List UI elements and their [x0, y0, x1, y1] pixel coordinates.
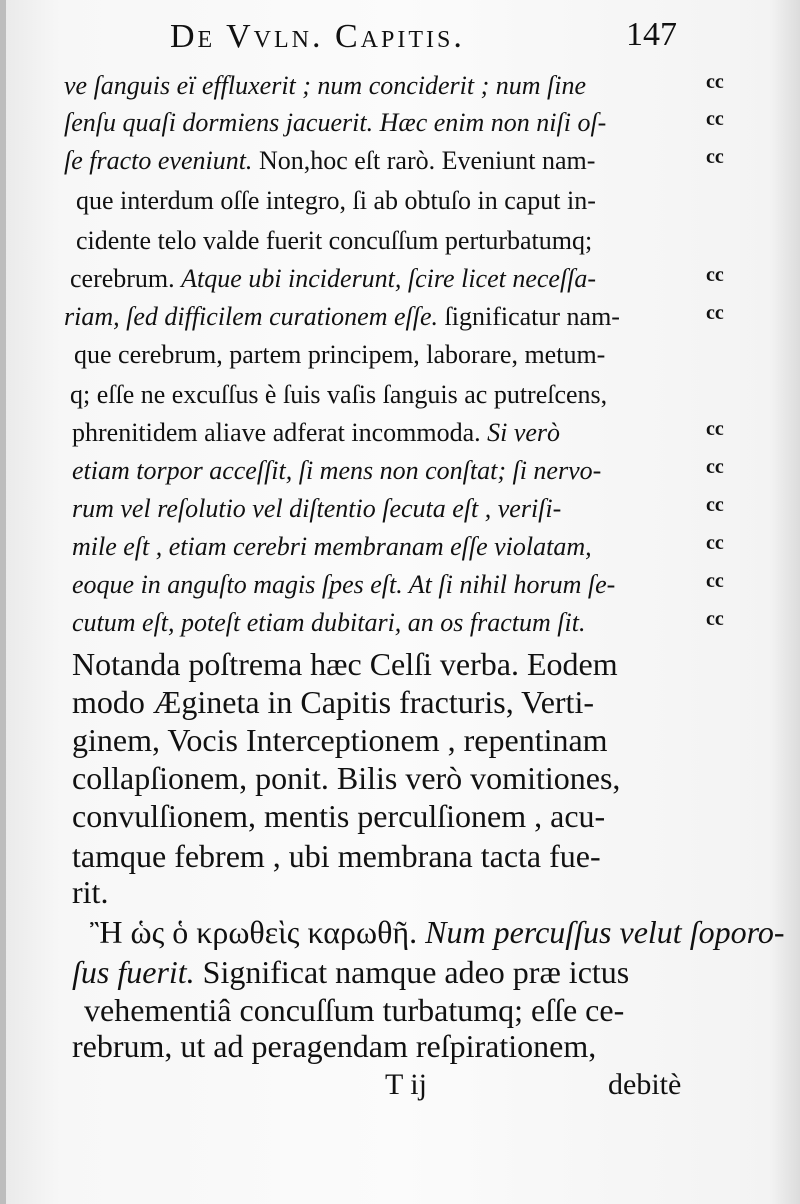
margin-quote-mark: cc [706, 418, 724, 440]
text-line [64, 73, 700, 99]
text-line [72, 496, 700, 522]
text-line [70, 382, 700, 408]
text-line [72, 956, 700, 988]
text-line [84, 994, 700, 1026]
roman-text: cerebrum. [70, 264, 182, 293]
signature-mark: T ij [385, 1068, 427, 1101]
text-line [74, 342, 700, 368]
text-line [72, 840, 700, 872]
text-line [72, 762, 700, 794]
roman-text: vehementiâ concuſſum turbatumq; eſſe ce- [84, 992, 625, 1028]
text-line [72, 686, 700, 718]
margin-quote-mark: cc [706, 532, 724, 554]
text-line [72, 572, 700, 598]
roman-text: ſignificatur nam- [444, 302, 620, 331]
italic-text: etiam torpor acceſſit, ſi mens non conſtat; ſi nervo- [72, 456, 602, 485]
margin-quote-mark: cc [706, 570, 724, 592]
margin-quote-mark: cc [706, 108, 724, 130]
roman-text: Notanda poſtrema hæc Celſi verba. Eodem [72, 646, 618, 682]
italic-text: ſenſu quaſi dormiens jacuerit. Hæc enim non niſi oſ- [64, 108, 607, 137]
text-line [76, 188, 700, 214]
italic-text: rum vel reſolutio vel diſtentio ſecuta eſt , veriſi- [72, 494, 562, 523]
margin-quote-mark: cc [706, 608, 724, 630]
roman-text: ginem, Vocis Interceptionem , repentinam [72, 722, 608, 758]
text-line [76, 228, 700, 254]
text-line [90, 914, 785, 950]
text-line [72, 610, 700, 636]
text-line [64, 148, 700, 174]
margin-quote-mark: cc [706, 302, 724, 324]
margin-quote-mark: cc [706, 146, 724, 168]
italic-text: ſe fracto eveniunt. [64, 146, 259, 175]
italic-text: ve ſanguis eï effluxerit ; num conciderit ; num ſine [64, 71, 587, 100]
text-line [72, 648, 700, 680]
roman-text: tamque febrem , ubi membrana tacta fue- [72, 838, 601, 874]
text-line [72, 420, 700, 446]
roman-text: Significat namque adeo præ ictus [202, 954, 630, 990]
italic-text: riam, ſed difficilem curationem eſſe. [64, 302, 445, 331]
roman-text: rit. [72, 874, 109, 910]
roman-text: phrenitidem aliave adferat incommoda. [72, 418, 488, 447]
text-line [72, 724, 700, 756]
roman-text: modo Ægineta in Capitis fracturis, Verti- [72, 684, 594, 720]
margin-quote-mark: cc [706, 494, 724, 516]
text-line [72, 800, 700, 832]
roman-text: convulſionem, mentis perculſionem , acu- [72, 798, 606, 834]
italic-text: mile eſt , etiam cerebri membranam eſſe violatam, [72, 532, 592, 561]
text-line [72, 1030, 700, 1062]
italic-text: Atque ubi inciderunt, ſcire licet neceſſa- [181, 264, 597, 293]
page-number: 147 [626, 16, 677, 53]
italic-text: eoque in anguſto magis ſpes eſt. At ſi nihil horum ſe- [72, 570, 616, 599]
roman-text: q; eſſe ne excuſſus è ſuis vaſis ſanguis ac putreſcens, [70, 380, 608, 409]
text-line [72, 534, 700, 560]
text-line [64, 110, 700, 136]
italic-text: cutum eſt, poteſt etiam dubitari, an os fractum ſit. [72, 608, 586, 637]
roman-text: Non,hoc eſt rarò. Eveniunt nam- [258, 146, 596, 175]
text-line [70, 266, 700, 292]
italic-text: Si verò [487, 418, 561, 447]
text-line [72, 458, 700, 484]
text-line [72, 876, 700, 908]
roman-text: que cerebrum, partem principem, laborare, metum- [74, 340, 606, 369]
margin-quote-mark: cc [706, 264, 724, 286]
text-line [64, 304, 700, 330]
roman-text: rebrum, ut ad peragendam reſpirationem, [72, 1028, 597, 1064]
roman-text: cidente telo valde fuerit concuſſum perturbatumq; [76, 226, 593, 255]
catchword: debitè [608, 1068, 682, 1101]
running-head: De Vvln. Capitis. [170, 18, 465, 55]
italic-text: Num percuſſus velut ſoporo- [425, 914, 785, 950]
roman-text: que interdum oſſe integro, ſi ab obtuſo in caput in- [76, 186, 596, 215]
margin-quote-mark: cc [706, 456, 724, 478]
roman-text: Ἢ ὡς ὁ κρωθεὶς καρωθῆ. [90, 914, 426, 950]
italic-text: ſus fuerit. [72, 954, 203, 990]
roman-text: collapſionem, ponit. Bilis verò vomitiones, [72, 760, 621, 796]
margin-quote-mark: cc [706, 71, 724, 93]
